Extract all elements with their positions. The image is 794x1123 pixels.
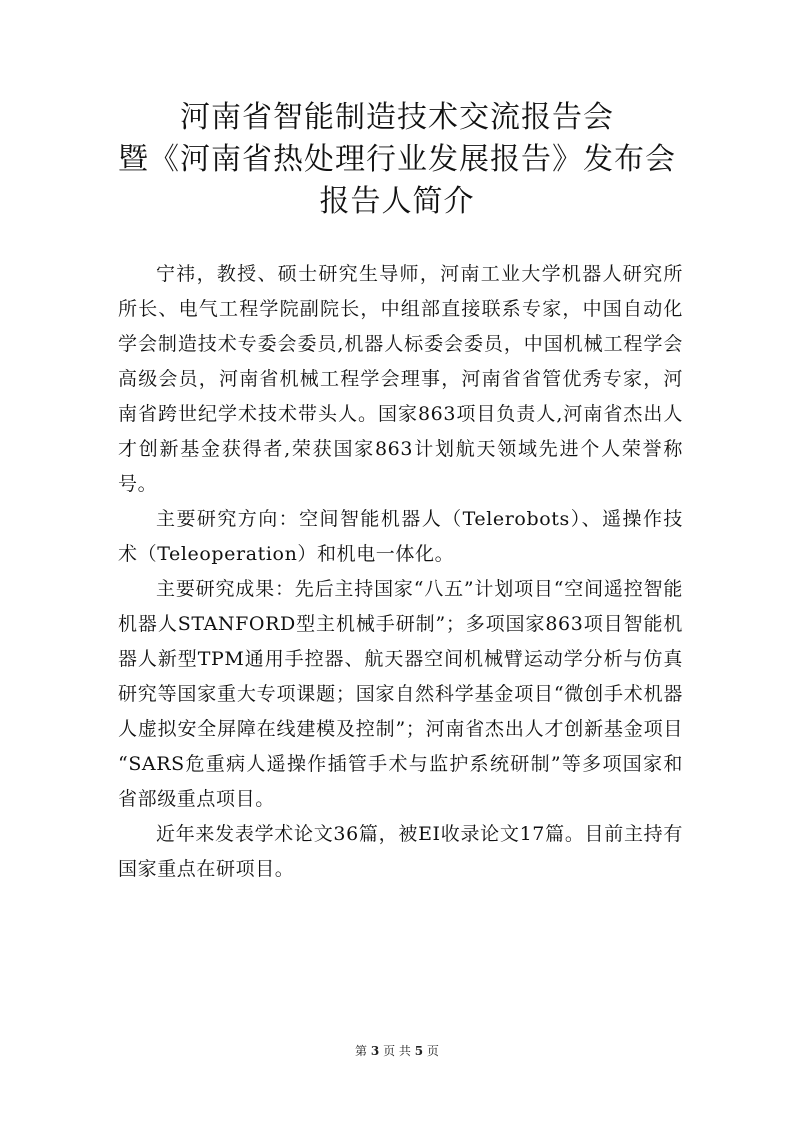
paragraph-biography: 宁祎，教授、硕士研究生导师，河南工业大学机器人研究所所长、电气工程学院副院长，中组部直接联系专家，中国自动化学会制造技术专委会委员,机器人标委会委员，中国机械工程学会高级会员，河南省机械工程学会理事，河南省省管优秀专家，河南省跨世纪学术技术带头人。国家863项目负责人,河南省杰出人才创新基金获得者,荣获国家863计划航天领域先进个人荣誉称号。 <box>118 263 683 495</box>
title-line-2: 暨《河南省热处理行业发展报告》发布会 <box>118 142 676 177</box>
title-line-3: 报告人简介 <box>319 184 475 219</box>
paragraph-publications: 近年来发表学术论文36篇，被EI收录论文17篇。目前主持有国家重点在研项目。 <box>118 823 683 880</box>
paragraph-research-direction: 主要研究方向：空间智能机器人（Telerobots）、遥操作技术（Teleoperation）和机电一体化。 <box>118 508 683 565</box>
page-footer <box>0 1042 794 1059</box>
footer-prefix: 第 <box>355 1044 368 1058</box>
document-title <box>0 97 794 223</box>
paragraph-research-results: 主要研究成果：先后主持国家“八五”计划项目“空间遥控智能机器人STANFORD型主机械手研制”；多项国家863项目智能机器人新型TPM通用手控器、航天器空间机械臂运动学分析与仿真研究等国家重大专项课题；国家自然科学基金项目“微创手术机器人虚拟安全屏障在线建模及控制”；河南省杰出人才创新基金项目 “SARS危重病人遥操作插管手术与监护系统研制”等多项国家和省部级重点项目。 <box>118 578 683 810</box>
footer-page-number: 3 <box>370 1044 380 1058</box>
footer-total-pages: 5 <box>414 1044 424 1058</box>
footer-suffix: 页 <box>426 1044 439 1058</box>
document-body <box>118 257 683 887</box>
footer-middle: 页 共 <box>383 1044 411 1058</box>
title-line-1: 河南省智能制造技术交流报告会 <box>180 100 614 135</box>
